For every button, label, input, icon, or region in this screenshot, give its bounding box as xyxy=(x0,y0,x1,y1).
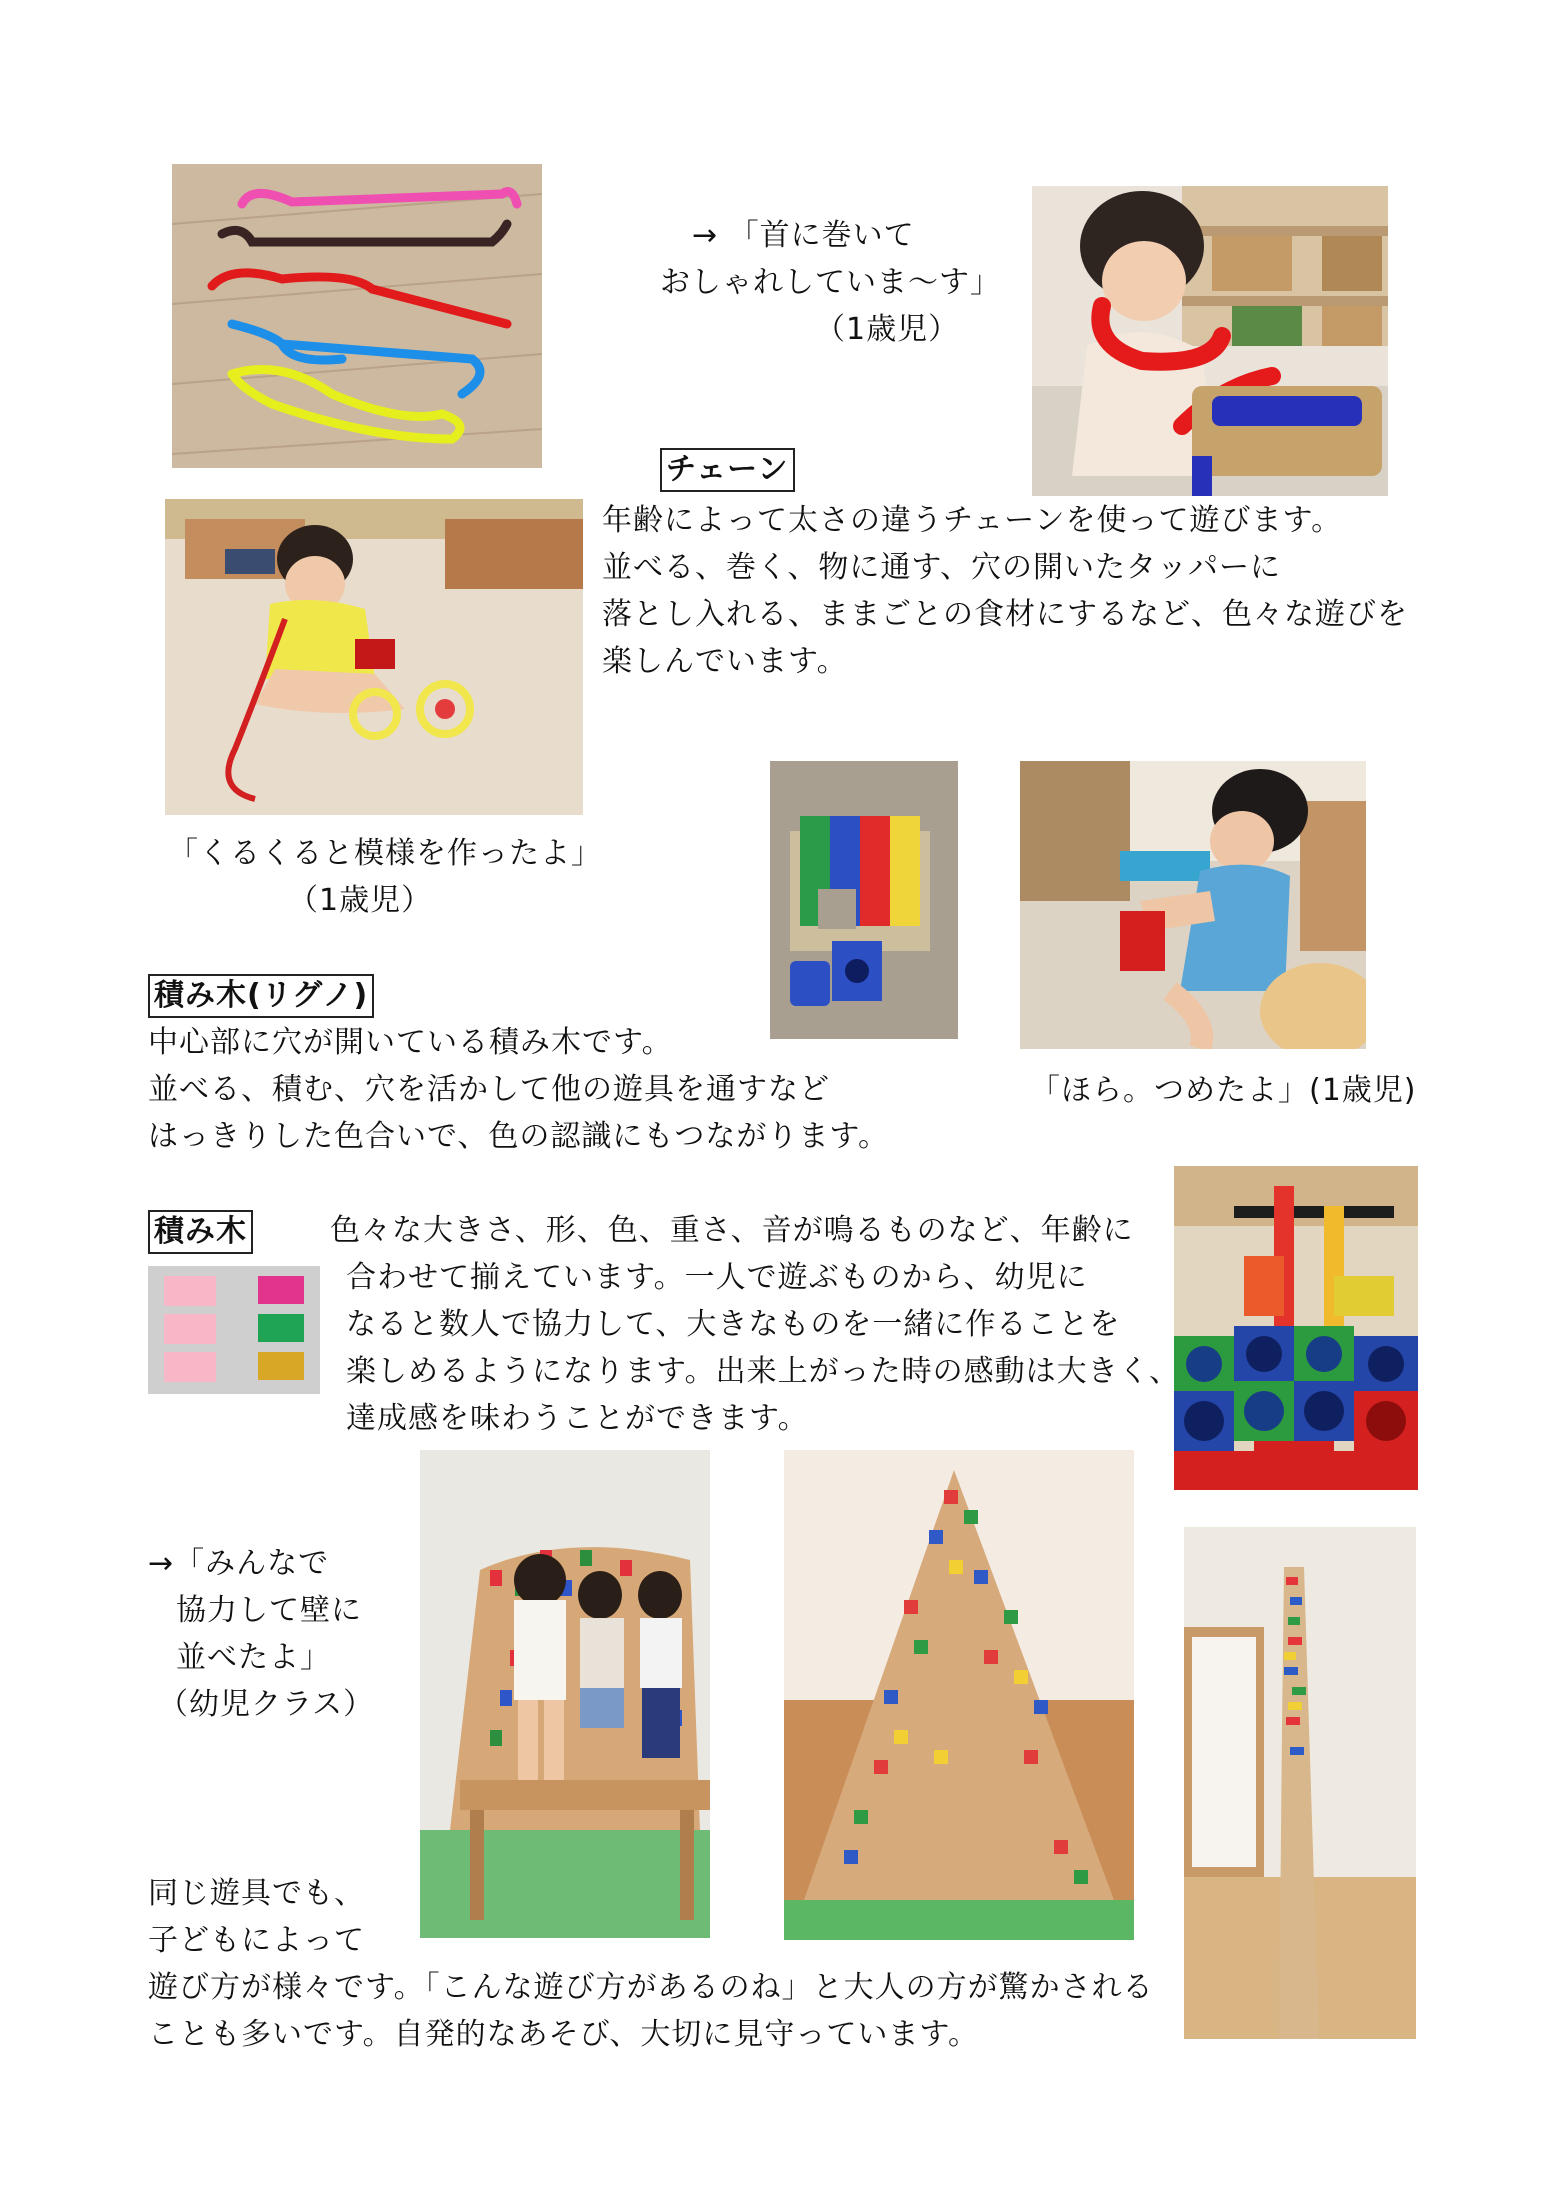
neck-quote-line: おしゃれしていま～す」 xyxy=(660,265,1001,300)
closing-line: ことも多いです。自発的なあそび、大切に見守っています。 xyxy=(148,2017,979,2052)
blocks-body-line: 色々な大きさ、形、色、重さ、音が鳴るものなど、年齢に xyxy=(330,1213,1134,1248)
pattern-quote-line: 「くるくると模様を作ったよ」 xyxy=(168,836,602,871)
blocks-body-line: 達成感を味わうことができます。 xyxy=(346,1401,809,1436)
rigno-body-line: はっきりした色合いで、色の認識にもつながります。 xyxy=(148,1119,889,1154)
blocks-heading: 積み木 xyxy=(148,1210,253,1254)
wall-quote-line: 協力して壁に xyxy=(176,1593,362,1628)
closing-line: 同じ遊具でも、 xyxy=(148,1876,365,1911)
neck-chain-quote xyxy=(660,212,1001,353)
wall-quote-line: （幼児クラス） xyxy=(158,1687,375,1722)
rigno-body xyxy=(148,1019,889,1160)
blocks-body-line: 楽しめるようになります。出来上がった時の感動は大きく、 xyxy=(346,1354,1180,1389)
pattern-quote-line: （1歳児） xyxy=(288,883,433,918)
closing-line: 子どもによって xyxy=(148,1923,365,1958)
neck-chain-photo xyxy=(1032,186,1388,496)
neck-quote-line: （1歳児） xyxy=(815,312,960,347)
rigno-blocks-photo xyxy=(770,761,958,1039)
chain-heading: チェーン xyxy=(660,448,795,492)
blocks-body-line: 合わせて揃えています。一人で遊ぶものから、幼児に xyxy=(346,1260,1088,1295)
chain-body xyxy=(602,497,1408,685)
small-blocks-photo xyxy=(148,1266,320,1394)
rigno-child-photo xyxy=(1020,761,1366,1049)
floor-chain-photo xyxy=(165,499,583,815)
block-tower-photo xyxy=(1184,1527,1416,2039)
chains-photo xyxy=(172,164,542,468)
wall-quote-line: →「みんなで xyxy=(148,1546,330,1581)
pattern-quote xyxy=(168,830,602,924)
rigno-heading: 積み木(リグノ) xyxy=(148,974,374,1018)
wall-quote-line: 並べたよ」 xyxy=(176,1640,331,1675)
rigno-body-line: 並べる、積む、穴を活かして他の遊具を通すなど xyxy=(148,1072,830,1107)
chain-body-line: 楽しんでいます。 xyxy=(602,644,848,679)
rigno-body-line: 中心部に穴が開いている積み木です。 xyxy=(148,1025,673,1060)
blocks-body-line: なると数人で協力して、大きなものを一緒に作ることを xyxy=(346,1307,1121,1342)
closing-line: 遊び方が様々です。「こんな遊び方があるのね」と大人の方が驚かされる xyxy=(148,1970,1154,2005)
rigno-quote: 「ほら。つめたよ」(1歳児) xyxy=(1030,1073,1417,1108)
closing-text xyxy=(148,1870,1154,2058)
block-construction-photo xyxy=(1174,1166,1418,1490)
neck-quote-line: → 「首に巻いて xyxy=(692,218,915,253)
block-mountain-photo xyxy=(784,1450,1134,1940)
chain-body-line: 落とし入れる、ままごとの食材にするなど、色々な遊びを xyxy=(602,597,1408,632)
wall-quote xyxy=(148,1540,374,1728)
chain-body-line: 年齢によって太さの違うチェーンを使って遊びます。 xyxy=(602,503,1343,538)
chain-body-line: 並べる、巻く、物に通す、穴の開いたタッパーに xyxy=(602,550,1281,585)
children-wall-photo xyxy=(420,1450,710,1938)
blocks-body xyxy=(330,1207,1180,1442)
